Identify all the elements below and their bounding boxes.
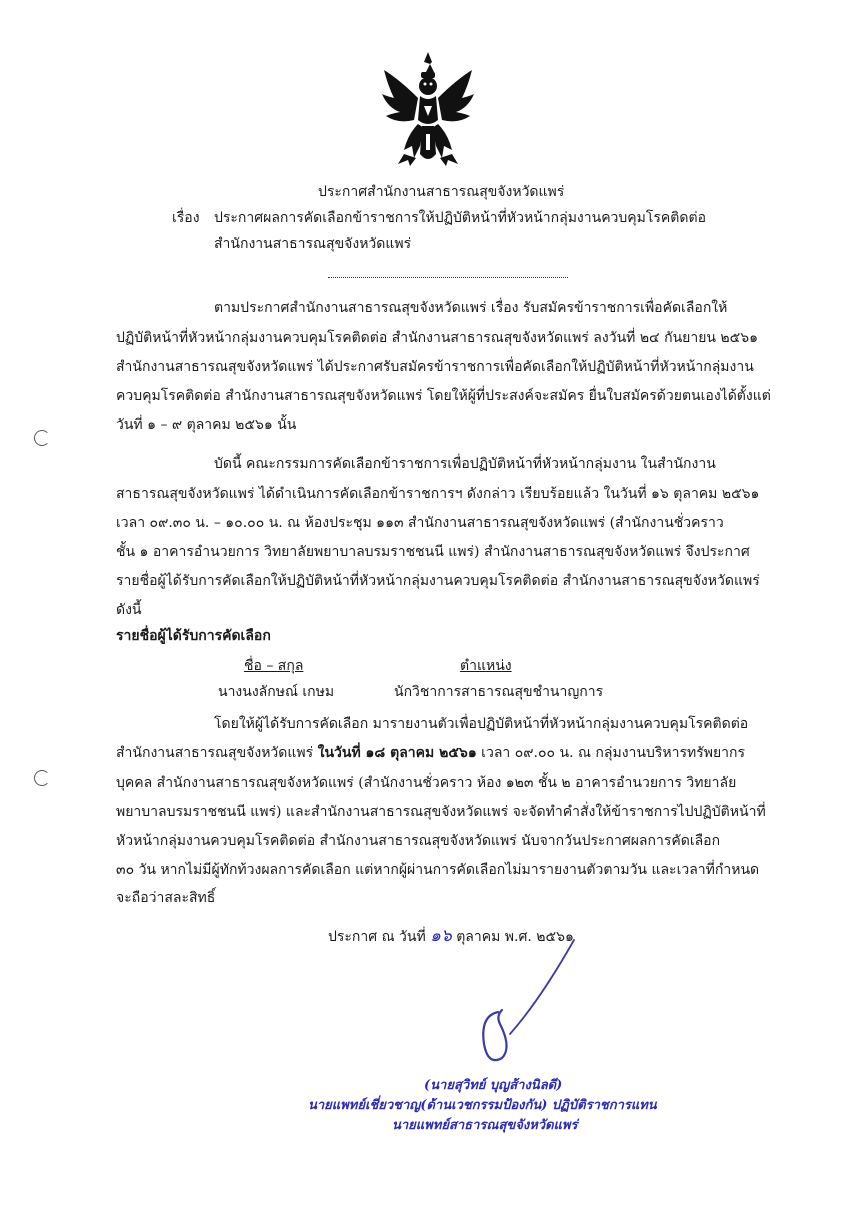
signatory-title-2: นายแพทย์สาธารณสุขจังหวัดแพร่ xyxy=(392,1118,578,1133)
para3-line: หัวหน้ากลุ่มงานควบคุมโรคติดต่อ สำนักงานสาธารณสุขจังหวัดแพร่ นับจากวันประกาศผลการคัดเลือก xyxy=(116,833,721,849)
para3-line: บุคคล สำนักงานสาธารณสุขจังหวัดแพร่ (สำนักงานชั่วคราว ห้อง ๑๒๓ ชั้น ๒ อาคารอำนวยการ วิทยาลัย xyxy=(116,775,737,791)
para3-line2-post: เวลา ๐๙.๐๐ น. ณ กลุ่มงานบริหารทรัพยากร xyxy=(476,745,746,761)
para1-line: ปฏิบัติหน้าที่หัวหน้ากลุ่มงานควบคุมโรคติดต่อ สำนักงานสาธารณสุขจังหวัดแพร่ ลงวันที่ ๒๔ กันยายน ๒๕๖๑ xyxy=(116,330,759,346)
hole-punch-mark xyxy=(34,430,50,446)
para3-line: จะถือว่าสละสิทธิ์ xyxy=(116,890,216,906)
signatory-title-1: นายแพทย์เชี่ยวชาญ(ด้านเวชกรรมป้องกัน) ปฏิบัติราชการแทน xyxy=(308,1098,657,1113)
hole-punch-mark xyxy=(34,770,50,786)
announce-rest: ตุลาคม พ.ศ. ๒๕๖๑ xyxy=(456,929,574,945)
para1-line: ตามประกาศสำนักงานสาธารณสุขจังหวัดแพร่ เรื่อง รับสมัครข้าราชการเพื่อคัดเลือกให้ xyxy=(214,300,728,316)
para2-line: บัดนี้ คณะกรรมการคัดเลือกข้าราชการเพื่อปฏิบัติหน้าที่หัวหน้ากลุ่มงาน ในสำนักงาน xyxy=(214,456,716,472)
garuda-emblem-icon xyxy=(380,50,476,168)
para1-line: ควบคุมโรคติดต่อ สำนักงานสาธารณสุขจังหวัดแพร่ โดยให้ผู้ที่ประสงค์จะสมัคร ยื่นใบสมัครด้วยตนเองได้ตั้งแต่ xyxy=(116,388,771,404)
announce-day: ๑๖ xyxy=(430,926,452,946)
report-date: ในวันที่ ๑๘ ตุลาคม ๒๕๖๑ xyxy=(317,745,477,761)
para1-line: วันที่ ๑ – ๙ ตุลาคม ๒๕๖๑ นั้น xyxy=(116,417,297,433)
para3-line2-pre: สำนักงานสาธารณสุขจังหวัดแพร่ xyxy=(116,745,318,761)
para2-line: ชั้น ๑ อาคารอำนวยการ วิทยาลัยพยาบาลบรมราชชนนี แพร่) สำนักงานสาธารณสุขจังหวัดแพร่ จึงประกาศ xyxy=(116,544,750,560)
para3-line: โดยให้ผู้ได้รับการคัดเลือก มารายงานตัวเพื่อปฏิบัติหน้าที่หัวหน้ากลุ่มงานควบคุมโรคติดต่อ xyxy=(214,716,749,732)
para3-line: พยาบาลบรมราชชนนี แพร่) และสำนักงานสาธารณสุขจังหวัดแพร่ จะจัดทำคำสั่งให้ข้าราชการไปปฏิบัติหน้าที่ xyxy=(116,804,766,820)
dotted-divider xyxy=(328,277,568,278)
para2-line: สาธารณสุขจังหวัดแพร่ ได้ดำเนินการคัดเลือกข้าราชการฯ ดังกล่าว เรียบร้อยแล้ว ในวันที่ ๑๖ ตุลาคม ๒๕๖๑ xyxy=(116,486,760,502)
col-header-name: ชื่อ – สกุล xyxy=(244,658,304,674)
para2-line: เวลา ๐๙.๓๐ น. – ๑๐.๐๐ น. ณ ห้องประชุม ๑๑๓ สำนักงานสาธารณสุขจังหวัดแพร่ (สำนักงานชั่วคราว xyxy=(116,515,724,531)
para3-line-2 xyxy=(116,743,745,763)
para2-line: ดังนี้ xyxy=(116,602,142,618)
subject-label: เรื่อง xyxy=(172,210,200,226)
selected-heading: รายชื่อผู้ได้รับการคัดเลือก xyxy=(116,628,271,644)
para1-line: สำนักงานสาธารณสุขจังหวัดแพร่ ได้ประกาศรับสมัครข้าราชการเพื่อคัดเลือกให้ปฏิบัติหน้าที่หัวหน้ากลุ่มงาน xyxy=(116,359,754,375)
announce-label: ประกาศ ณ วันที่ xyxy=(328,929,426,945)
selected-position: นักวิชาการสาธารณสุขชำนาญการ xyxy=(394,684,604,700)
subject-line-2: สำนักงานสาธารณสุขจังหวัดแพร่ xyxy=(214,236,412,252)
signatory-name: (นายสุวิทย์ บุญส้างนิลดี) xyxy=(424,1078,563,1093)
selected-name: นางนงลักษณ์ เกษม xyxy=(218,684,335,700)
col-header-position: ตำแหน่ง xyxy=(460,658,512,674)
subject-line-1: ประกาศผลการคัดเลือกข้าราชการให้ปฏิบัติหน้าที่หัวหน้ากลุ่มงานควบคุมโรคติดต่อ xyxy=(214,210,706,226)
para2-line: รายชื่อผู้ได้รับการคัดเลือกให้ปฏิบัติหน้าที่หัวหน้ากลุ่มงานควบคุมโรคติดต่อ สำนักงานสาธารณสุขจังหวัดแพร่ xyxy=(116,573,760,589)
para3-line: ๓๐ วัน หากไม่มีผู้ทักท้วงผลการคัดเลือก แต่หากผู้ผ่านการคัดเลือกไม่มารายงานตัวตามวัน และเวลาที่กำหนด xyxy=(116,862,760,878)
handwritten-signature xyxy=(440,920,590,1070)
announcement-title: ประกาศสำนักงานสาธารณสุขจังหวัดแพร่ xyxy=(318,184,565,200)
